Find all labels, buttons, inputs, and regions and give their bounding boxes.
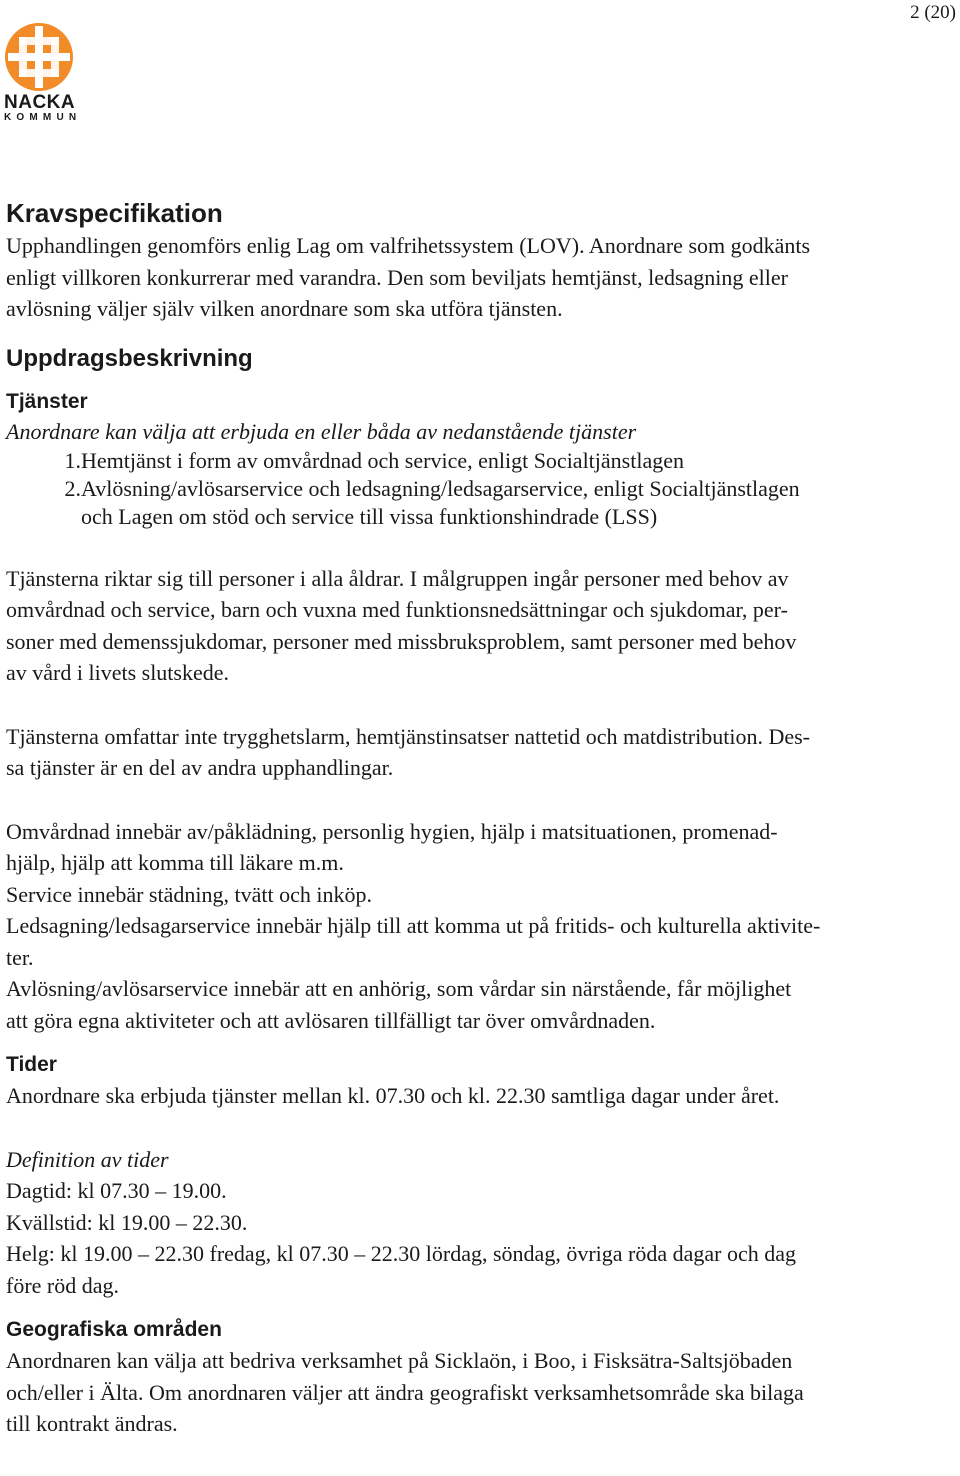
list-item-text (81, 475, 916, 531)
target-line-2: omvårdnad och service, barn och vuxna med funktionsnedsättningar och sjukdomar, per- (6, 597, 788, 622)
definition-line-7: att göra egna aktiviteter och att avlösaren tillfälligt tar över omvårdnaden. (6, 1007, 656, 1033)
intro-line-1: Upphandlingen genomförs enlig Lag om valfrihetssystem (LOV). Anordnare som godkänts (6, 233, 811, 258)
target-line-1: Tjänsterna riktar sig till personer i alla åldrar. I målgruppen ingår personer med behov av (6, 565, 789, 591)
tider-def-line-4: före röd dag. (6, 1272, 120, 1298)
intro-line-3: avlösning väljer själv vilken anordnare som ska utföra tjänsten. (6, 296, 563, 321)
page-number: 2 (20) (910, 2, 956, 23)
intro-line-2: enligt villkoren konkurrerar med varandra. Den som beviljats hemtjänst, ledsagning eller (6, 264, 788, 290)
section-heading-tjanster: Tjänster (6, 389, 88, 413)
document-body (6, 196, 916, 1440)
geo-line-3: till kontrakt ändras. (6, 1411, 178, 1436)
definition-line-6: Avlösning/avlösarservice innebär att en anhörig, som vårdar sin närstående, får möjlighet (6, 976, 792, 1001)
list-item-line: och Lagen om stöd och service till vissa funktionshindrade (LSS) (81, 503, 658, 529)
list-item-text (81, 447, 916, 475)
list-item (6, 447, 916, 475)
target-line-4: av vård i livets slutskede. (6, 660, 230, 685)
definition-line-5: ter. (6, 944, 34, 970)
section-heading-geo: Geografiska områden (6, 1318, 222, 1341)
tider-definition-heading: Definition av tider (6, 1146, 169, 1172)
tider-text: Anordnare ska erbjuda tjänster mellan kl. 07.30 och kl. 22.30 samtliga dagar under året. (6, 1083, 780, 1108)
target-line-3: soner med demenssjukdomar, personer med missbruksproblem, samt personer med behov (6, 628, 797, 654)
exclude-line-1: Tjänsterna omfattar inte trygghetslarm, hemtjänstinsatser nattetid och matdistribution. Des- (6, 723, 811, 749)
section-heading-tider: Tider (6, 1053, 57, 1076)
exclude-line-2: sa tjänster är en del av andra upphandlingar. (6, 755, 394, 780)
logo-name: NACKA (4, 92, 76, 113)
geo-line-2: och/eller i Älta. Om anordnaren väljer att ändra geografiskt verksamhetsområde ska bilaga (6, 1379, 804, 1405)
definition-line-3: Service innebär städning, tvätt och inköp. (6, 881, 372, 907)
tider-def-line-3: Helg: kl 19.00 – 22.30 fredag, kl 07.30 – 22.30 lördag, söndag, övriga röda dagar och dag (6, 1241, 796, 1266)
definition-line-2: hjälp, hjälp att komma till läkare m.m. (6, 850, 344, 875)
list-item-number: 2. (64, 475, 81, 501)
definition-line-4: Ledsagning/ledsagarservice innebär hjälp till att komma ut på fritids- och kulturella aktivite- (6, 913, 821, 938)
list-item-line: Avlösning/avlösarservice och ledsagning/ledsagarservice, enligt Socialtjänstlagen (81, 475, 800, 501)
list-item-line: Hemtjänst i form av omvårdnad och service, enligt Socialtjänstlagen (81, 447, 684, 473)
list-item-number: 1. (64, 447, 81, 473)
tider-def-line-2: Kvällstid: kl 19.00 – 22.30. (6, 1209, 248, 1235)
section-heading-uppdrag: Uppdragsbeskrivning (6, 344, 253, 372)
nacka-logo (4, 22, 80, 124)
services-list (6, 447, 916, 531)
page-title: Kravspecifikation (6, 198, 223, 228)
list-item (6, 475, 916, 531)
geo-line-1: Anordnaren kan välja att bedriva verksamhet på Sicklaön, i Boo, i Fisksätra-Saltsjöbaden (6, 1348, 793, 1373)
tider-def-line-1: Dagtid: kl 07.30 – 19.00. (6, 1178, 227, 1203)
tjanster-lead: Anordnare kan välja att erbjuda en eller båda av nedanstående tjänster (6, 418, 637, 444)
definition-line-1: Omvårdnad innebär av/påklädning, personlig hygien, hjälp i matsituationen, promenad- (6, 818, 778, 844)
nacka-emblem-icon (4, 22, 74, 92)
logo-sub: KOMMUN (4, 112, 82, 123)
